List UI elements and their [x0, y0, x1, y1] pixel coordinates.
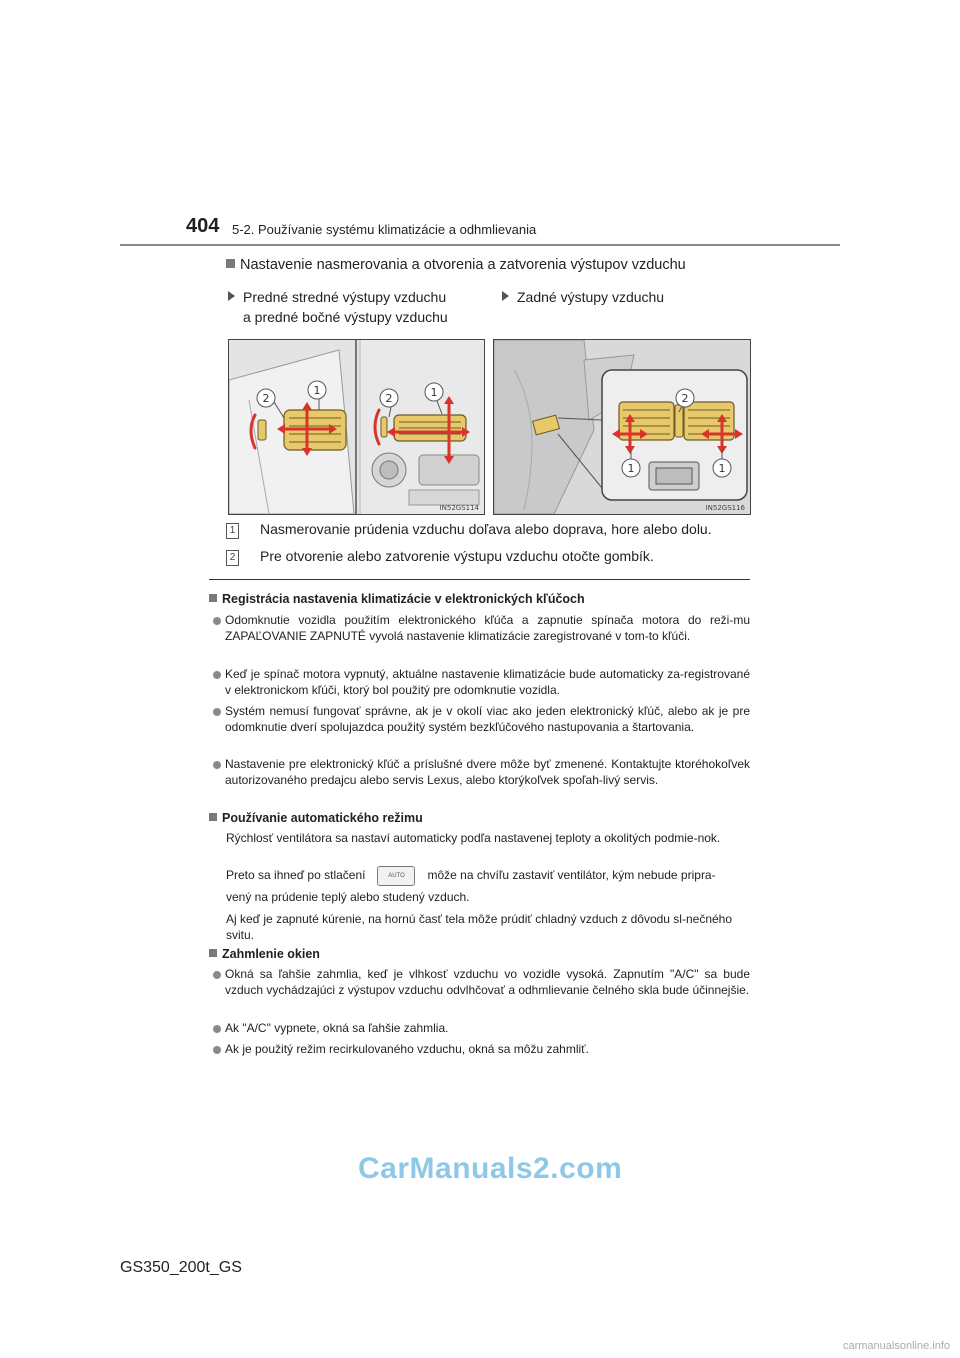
- list-item-text: Okná sa ľahšie zahmlia, keď je vlhkosť vzduchu vo vozidle vysoká. Zapnutím "A/C" sa bude vzduch vychádzajúci z výstupov vzduchu odvlhčovať a odhmlievanie čelného skla bude účinnejšie.: [225, 967, 750, 997]
- list-item: [225, 667, 750, 698]
- square-bullet-icon: [209, 949, 217, 957]
- triangle-icon: [228, 291, 235, 301]
- callout-1-label: 1: [313, 384, 321, 397]
- list-item-text: Nastavenie pre elektronický kľúč a príslušné dvere môže byť zmenené. Kontaktujte ktoréhokoľvek autorizovaného predajcu alebo servis Lexus, alebo ktorýkoľvek spoľah-livý servis.: [225, 757, 750, 787]
- subheading-rear-text: Zadné výstupy vzduchu: [517, 289, 665, 305]
- paragraph: Aj keď je zapnuté kúrenie, na hornú časť tela môže prúdiť chladný vzduch z dôvodu sl-nečného svitu.: [226, 912, 733, 942]
- list-item: [225, 967, 750, 998]
- bullet-dot-icon: [213, 971, 221, 979]
- list-item-text: Ak je použitý režim recirkulovaného vzduchu, okná sa môžu zahmliť.: [225, 1042, 589, 1056]
- triangle-icon: [502, 291, 509, 301]
- paragraph-text: Preto sa ihneď po stlačení: [226, 868, 366, 883]
- corner-watermark: carmanualsonline.info: [842, 1340, 950, 1352]
- legend-number: 1: [226, 523, 239, 539]
- bullet-dot-icon: [213, 617, 221, 625]
- figure-code-right: IN52GS116: [705, 504, 745, 512]
- legend-item-1: [226, 521, 712, 539]
- list-item: [225, 1042, 750, 1058]
- list-item: [225, 704, 750, 735]
- section-heading-registration: [209, 592, 585, 606]
- list-item: [225, 1021, 750, 1037]
- list-item-text: Odomknutie vozidla použitím elektronického kľúča a zapnutie spínača motora do reži-mu ZAPAĽOVANIE ZAPNUTÉ vyvolá nastavenie klimatizácie zaregistrované v tom-to kľúči.: [225, 613, 750, 643]
- callout-1-label: 1: [627, 462, 635, 475]
- rear-vents-drawing: [494, 340, 750, 514]
- paragraph: vený na prúdenie teplý alebo studený vzduch.: [226, 890, 470, 904]
- bullet-dot-icon: [213, 761, 221, 769]
- paragraph-auto-button: [226, 866, 751, 886]
- list-item-text: Ak "A/C" vypnete, okná sa ľahšie zahmlia.: [225, 1021, 449, 1035]
- watermark: CarManuals2.com: [358, 1152, 623, 1185]
- list-item: [225, 613, 750, 644]
- callout-2-label: 2: [681, 392, 689, 405]
- subheading-front-line2: a predné bočné výstupy vzduchu: [243, 309, 448, 325]
- list-item: [225, 757, 750, 788]
- paragraph: Rýchlosť ventilátora sa nastaví automaticky podľa nastavenej teploty a okolitých podmie-nok.: [226, 831, 721, 845]
- bullet-dot-icon: [213, 1025, 221, 1033]
- callout-1-label: 1: [430, 386, 438, 399]
- subheading-front-line1: Predné stredné výstupy vzduchu: [243, 289, 447, 305]
- callout-2-label: 2: [385, 392, 393, 405]
- square-bullet-icon: [209, 594, 217, 602]
- subheading-rear-vents: [502, 287, 664, 307]
- header-rule: [120, 244, 840, 246]
- list-item-text: Systém nemusí fungovať správne, ak je v okolí viac ako jeden elektronický kľúč, alebo ak je pre odomknutie dverí spolujazdca použitý systém bezkľúčového nastupovania a štartovania.: [225, 704, 750, 734]
- bullet-dot-icon: [213, 1046, 221, 1054]
- chapter-title: 5-2. Používanie systému klimatizácie a odhmlievania: [232, 222, 537, 237]
- section-heading-text: Zahmlenie okien: [222, 947, 320, 961]
- square-bullet-icon: [209, 813, 217, 821]
- paragraph-text: môže na chvíľu zastaviť ventilátor, kým nebude pripra-: [427, 868, 716, 883]
- bullet-dot-icon: [213, 671, 221, 679]
- auto-button-icon: AUTO: [377, 866, 415, 886]
- section-heading-text: Registrácia nastavenia klimatizácie v elektronických kľúčoch: [222, 592, 585, 606]
- square-bullet-icon: [226, 259, 235, 268]
- page-number: 404: [186, 215, 220, 237]
- legend-text: Nasmerovanie prúdenia vzduchu doľava alebo doprava, hore alebo dolu.: [260, 521, 712, 537]
- legend-number: 2: [226, 550, 239, 566]
- section-heading-fogging: [209, 947, 320, 961]
- front-vents-drawing: [229, 340, 484, 514]
- main-heading-text: Nastavenie nasmerovania a otvorenia a zatvorenia výstupov vzduchu: [240, 257, 686, 273]
- legend-item-2: [226, 548, 654, 566]
- section-heading-text: Používanie automatického režimu: [222, 811, 423, 825]
- legend-text: Pre otvorenie alebo zatvorenie výstupu vzduchu otočte gombík.: [260, 548, 654, 564]
- callout-1-label: 1: [718, 462, 726, 475]
- list-item-text: Keď je spínač motora vypnutý, aktuálne nastavenie klimatizácie bude automaticky za-registrované v elektronickom kľúči, ktorý bol použitý pre odomknutie vozidla.: [225, 667, 750, 697]
- main-heading: [226, 257, 686, 273]
- section-divider: [209, 579, 750, 580]
- footer-model: GS350_200t_GS: [120, 1259, 242, 1276]
- bullet-dot-icon: [213, 708, 221, 716]
- callout-2-label: 2: [262, 392, 270, 405]
- subheading-front-vents: [228, 287, 488, 327]
- rear-vents-illustration: [493, 339, 751, 515]
- front-vents-illustration: [228, 339, 485, 515]
- figure-code-left: IN52GS114: [439, 504, 479, 512]
- section-heading-auto-mode: [209, 811, 423, 825]
